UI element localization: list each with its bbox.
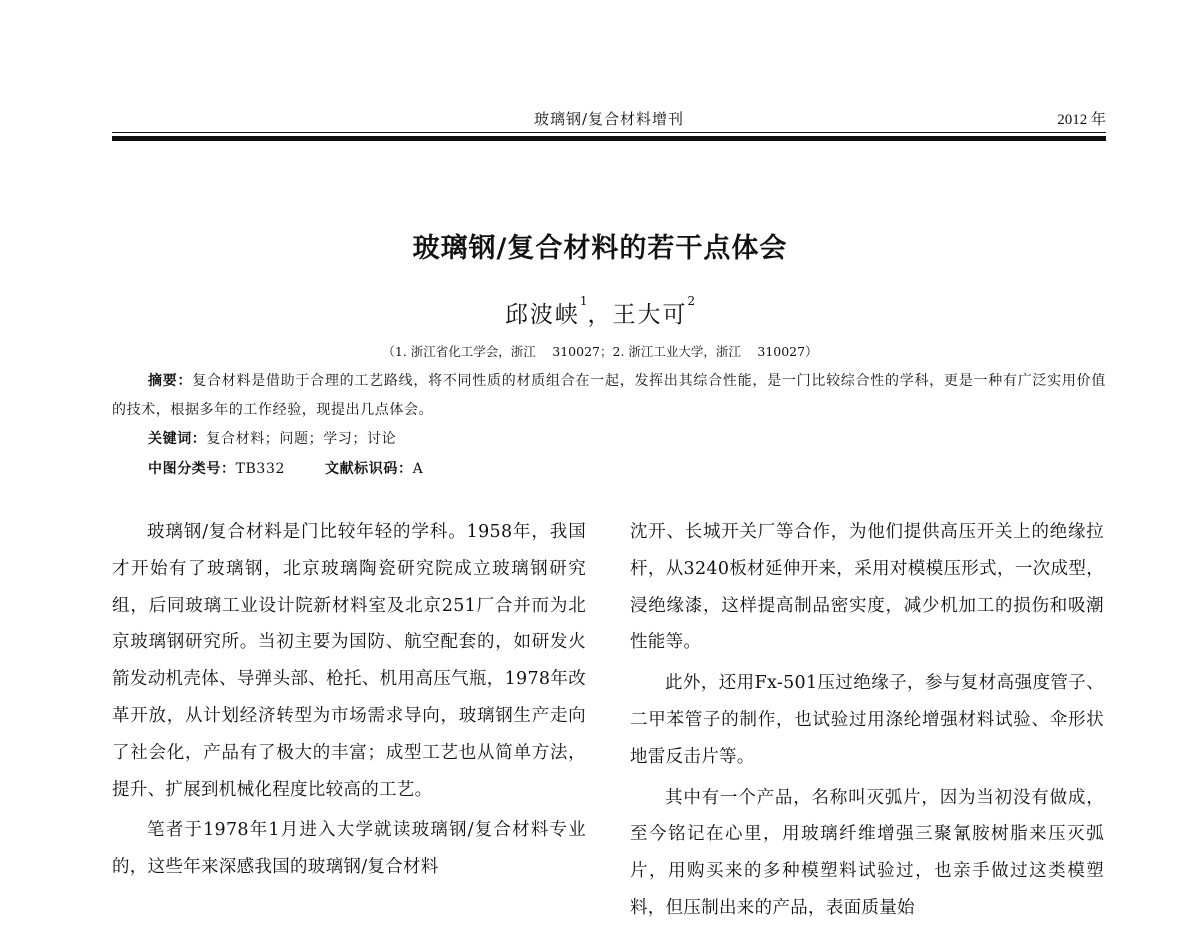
author-line (0, 296, 1200, 329)
abstract-text: 复合材料是借助于合理的工艺路线，将不同性质的材质组合在一起，发挥出其综合性能，是一门比较综合性的学科，更是一种有广泛实用价值的技术，根据多年的工作经验，现提出几点体会。 (112, 373, 1106, 418)
paragraph: 玻璃钢/复合材料是门比较年轻的学科。1958年，我国才开始有了玻璃钢，北京玻璃陶瓷研究院成立玻璃钢研究组，后同玻璃工业设计院新材料室及北京251厂合并而为北京玻璃钢研究所。当初主要为国防、航空配套的，如研发火箭发动机壳体、导弹头部、枪托、机用高压气瓶，1978年改革开放，从计划经济转型为市场需求导向，玻璃钢生产走向了社会化，产品有了极大的丰富；成型工艺也从简单方法，提升、扩展到机械化程度比较高的工艺。 (112, 522, 586, 800)
clc-label: 中图分类号： (148, 461, 236, 477)
classification-line (148, 458, 423, 478)
paragraph: 沈开、长城开关厂等合作，为他们提供高压开关上的绝缘拉杆，从3240板材延伸开来，采用对模模压形式，一次成型，浸绝缘漆，这样提高制品密实度，减少机加工的损伤和吸潮性能等。 (630, 522, 1104, 653)
abstract-label: 摘要： (148, 373, 193, 389)
keywords-text: 复合材料；问题；学习；讨论 (206, 431, 397, 447)
article-title: 玻璃钢/复合材料的若干点体会 (412, 233, 788, 264)
body-column-left (112, 514, 586, 886)
author-separator: ， (587, 302, 613, 328)
author-affiliation-marker: 2 (687, 294, 696, 308)
author-name: 王大可 (612, 302, 688, 328)
author-affiliation-marker: 1 (579, 294, 588, 308)
paragraph: 此外，还用Fx-501压过绝缘子，参与复材高强度管子、二甲苯管子的制作，也试验过用涤纶增强材料试验、伞形状地雷反击片等。 (630, 673, 1104, 767)
publication-year: 2012 年 (1057, 112, 1106, 128)
clc-value: TB332 (235, 461, 285, 477)
header-rule-thin (112, 132, 1106, 133)
keywords (148, 428, 396, 448)
keywords-label: 关键词： (148, 431, 207, 447)
running-header (112, 108, 1106, 132)
journal-name: 玻璃钢/复合材料增刊 (533, 110, 685, 128)
affiliations: （1. 浙江省化工学会，浙江 310027；2. 浙江工业大学，浙江 310027） (382, 344, 818, 359)
body-column-right (630, 514, 1104, 927)
doc-code-label: 文献标识码： (324, 461, 413, 477)
doc-code-value: A (412, 461, 424, 477)
paragraph: 笔者于1978年1月进入大学就读玻璃钢/复合材料专业的，这些年来深感我国的玻璃钢/复合材料 (112, 820, 586, 878)
abstract (112, 367, 1106, 425)
paragraph: 其中有一个产品，名称叫灭弧片，因为当初没有做成，至今铭记在心里，用玻璃纤维增强三聚氰胺树脂来压灭弧片，用购买来的多种模塑料试验过，也亲手做过这类模塑料，但压制出来的产品，表面质量始 (630, 787, 1104, 918)
header-rule-thick (112, 136, 1106, 141)
author-name: 邱波峡 (504, 302, 580, 328)
